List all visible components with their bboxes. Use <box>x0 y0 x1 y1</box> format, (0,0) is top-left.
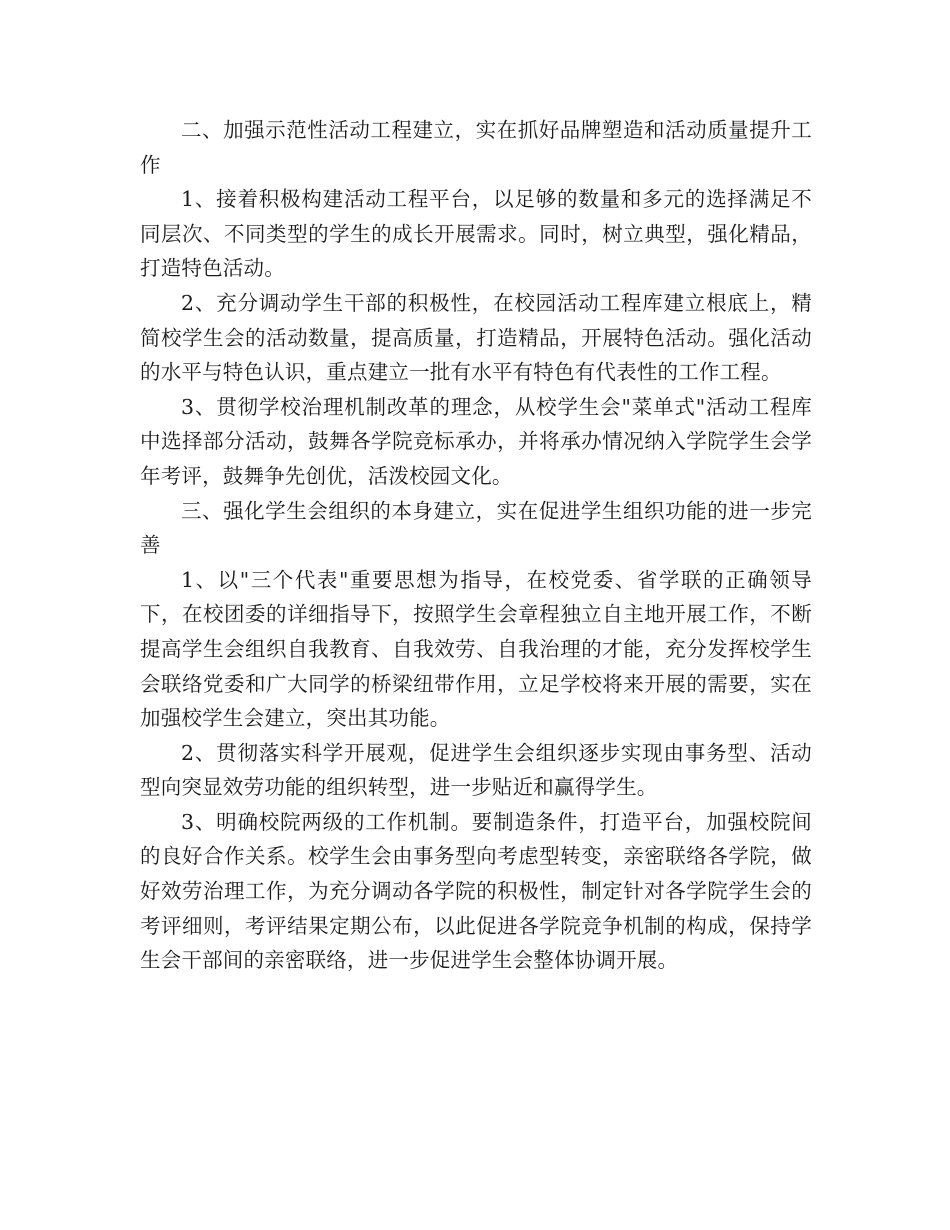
paragraph-3-1: 1、以"三个代表"重要思想为指导，在校党委、省学联的正确领导下，在校团委的详细指导下，按照学生会章程独立自主地开展工作，不断提高学生会组织自我教育、自我效劳、自我治理的才能，充分发挥校学生会联络党委和广大同学的桥梁纽带作用，立足学校将来开展的需要，实在加强校学生会建立，突出其功能。 <box>140 567 812 731</box>
section-heading-3: 三、强化学生会组织的本身建立，实在促进学生组织功能的进一步完善 <box>140 498 812 558</box>
paragraph-3-2: 2、贯彻落实科学开展观，促进学生会组织逐步实现由事务型、活动型向突显效劳功能的组织转型，进一步贴近和赢得学生。 <box>140 740 812 800</box>
paragraph-2-2: 2、充分调动学生干部的积极性，在校园活动工程库建立根底上，精简校学生会的活动数量，提高质量，打造精品，开展特色活动。强化活动的水平与特色认识，重点建立一批有水平有特色有代表性的工作工程。 <box>140 290 812 385</box>
paragraph-2-1: 1、接着积极构建活动工程平台，以足够的数量和多元的选择满足不同层次、不同类型的学生的成长开展需求。同时，树立典型，强化精品，打造特色活动。 <box>140 187 812 281</box>
paragraph-2-3: 3、贯彻学校治理机制改革的理念，从校学生会"菜单式"活动工程库中选择部分活动，鼓舞各学院竞标承办，并将承办情况纳入学院学生会学年考评，鼓舞争先创优，活泼校园文化。 <box>140 394 812 488</box>
section-heading-2: 二、加强示范性活动工程建立，实在抓好品牌塑造和活动质量提升工作 <box>140 118 812 177</box>
paragraph-3-3: 3、明确校院两级的工作机制。要制造条件，打造平台，加强校院间的良好合作关系。校学生会由事务型向考虑型转变，亲密联络各学院，做好效劳治理工作，为充分调动各学院的积极性，制定针对各学院学生会的考评细则，考评结果定期公布，以此促进各学院竞争机制的构成，保持学生会干部间的亲密联络，进一步促进学生会整体协调开展。 <box>140 809 812 973</box>
document-body <box>140 113 812 978</box>
